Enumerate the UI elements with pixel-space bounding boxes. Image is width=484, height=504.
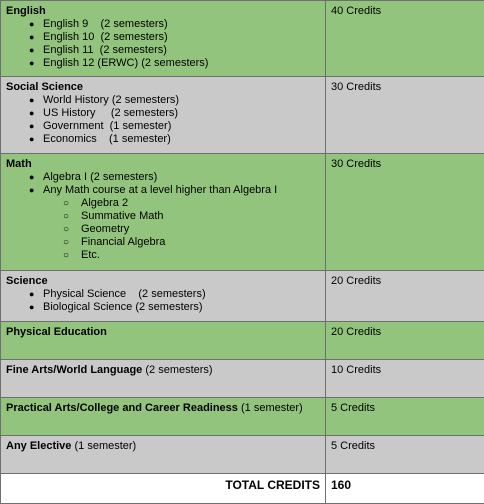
subject-cell bbox=[1, 436, 326, 474]
course-item bbox=[43, 31, 320, 44]
subject-title: Any Elective bbox=[6, 440, 71, 452]
requirement-row bbox=[1, 436, 484, 474]
course-item bbox=[43, 57, 320, 70]
subject-cell bbox=[1, 154, 326, 271]
course-text: World History (2 semesters) bbox=[43, 94, 179, 106]
course-item bbox=[43, 94, 320, 107]
subject-line bbox=[6, 81, 320, 94]
course-list bbox=[6, 94, 320, 146]
total-value: 160 bbox=[326, 474, 484, 504]
credits-cell: 5 Credits bbox=[326, 436, 484, 474]
course-text: Economics (1 semester) bbox=[43, 133, 171, 145]
table-body bbox=[1, 1, 484, 504]
requirement-row bbox=[1, 360, 484, 398]
course-item bbox=[43, 18, 320, 31]
course-text: Physical Science (2 semesters) bbox=[43, 288, 206, 300]
credits-cell: 30 Credits bbox=[326, 154, 484, 271]
course-text: English 11 (2 semesters) bbox=[43, 44, 167, 56]
subject-title: Physical Education bbox=[6, 326, 107, 338]
subject-cell bbox=[1, 398, 326, 436]
requirement-row bbox=[1, 271, 484, 322]
credits-cell: 5 Credits bbox=[326, 398, 484, 436]
course-text: Algebra I (2 semesters) bbox=[43, 171, 157, 183]
requirement-row bbox=[1, 1, 484, 77]
subject-title: Practical Arts/College and Career Readiness bbox=[6, 402, 238, 414]
subject-cell bbox=[1, 360, 326, 398]
subject-note: (1 semester) bbox=[241, 402, 303, 414]
total-label: TOTAL CREDITS bbox=[1, 474, 326, 504]
course-item bbox=[43, 301, 320, 314]
requirement-row bbox=[1, 154, 484, 271]
course-text: English 9 (2 semesters) bbox=[43, 18, 168, 30]
course-text: Government (1 semester) bbox=[43, 120, 171, 132]
course-text: English 12 (ERWC) (2 semesters) bbox=[43, 57, 208, 69]
subject-cell bbox=[1, 271, 326, 322]
course-text: Any Math course at a level higher than Algebra I bbox=[43, 184, 277, 196]
credits-cell: 10 Credits bbox=[326, 360, 484, 398]
course-text: US History (2 semesters) bbox=[43, 107, 178, 119]
course-subitem: ○ Financial Algebra bbox=[81, 236, 320, 249]
subject-title: Math bbox=[6, 158, 32, 170]
course-subitem: ○ Geometry bbox=[81, 223, 320, 236]
course-subitem: ○ Summative Math bbox=[81, 210, 320, 223]
course-item bbox=[43, 288, 320, 301]
subject-line bbox=[6, 364, 320, 377]
subject-line bbox=[6, 158, 320, 171]
course-text: Biological Science (2 semesters) bbox=[43, 301, 203, 313]
requirement-row bbox=[1, 398, 484, 436]
course-item bbox=[43, 133, 320, 146]
course-subitem: ○ Algebra 2 bbox=[81, 197, 320, 210]
subject-title: Science bbox=[6, 275, 48, 287]
subject-cell bbox=[1, 322, 326, 360]
requirement-row bbox=[1, 322, 484, 360]
course-list bbox=[6, 171, 320, 262]
total-row bbox=[1, 474, 484, 504]
subject-title: Social Science bbox=[6, 81, 83, 93]
subject-cell bbox=[1, 77, 326, 154]
course-item bbox=[43, 44, 320, 57]
course-item bbox=[43, 184, 320, 262]
course-text: English 10 (2 semesters) bbox=[43, 31, 168, 43]
subject-line bbox=[6, 275, 320, 288]
requirement-row bbox=[1, 77, 484, 154]
subject-title: Fine Arts/World Language bbox=[6, 364, 142, 376]
subject-line bbox=[6, 402, 320, 415]
course-sublist bbox=[43, 197, 320, 262]
subject-line bbox=[6, 326, 320, 339]
subject-line bbox=[6, 5, 320, 18]
credits-cell: 30 Credits bbox=[326, 77, 484, 154]
subject-line bbox=[6, 440, 320, 453]
course-item bbox=[43, 120, 320, 133]
course-item bbox=[43, 107, 320, 120]
subject-title: English bbox=[6, 5, 46, 17]
course-subitem: ○ Etc. bbox=[81, 249, 320, 262]
credits-cell: 40 Credits bbox=[326, 1, 484, 77]
subject-note: (1 semester) bbox=[74, 440, 136, 452]
course-item bbox=[43, 171, 320, 184]
subject-note: (2 semesters) bbox=[145, 364, 212, 376]
credits-cell: 20 Credits bbox=[326, 271, 484, 322]
credits-cell: 20 Credits bbox=[326, 322, 484, 360]
course-list bbox=[6, 18, 320, 70]
course-list bbox=[6, 288, 320, 314]
subject-cell bbox=[1, 1, 326, 77]
